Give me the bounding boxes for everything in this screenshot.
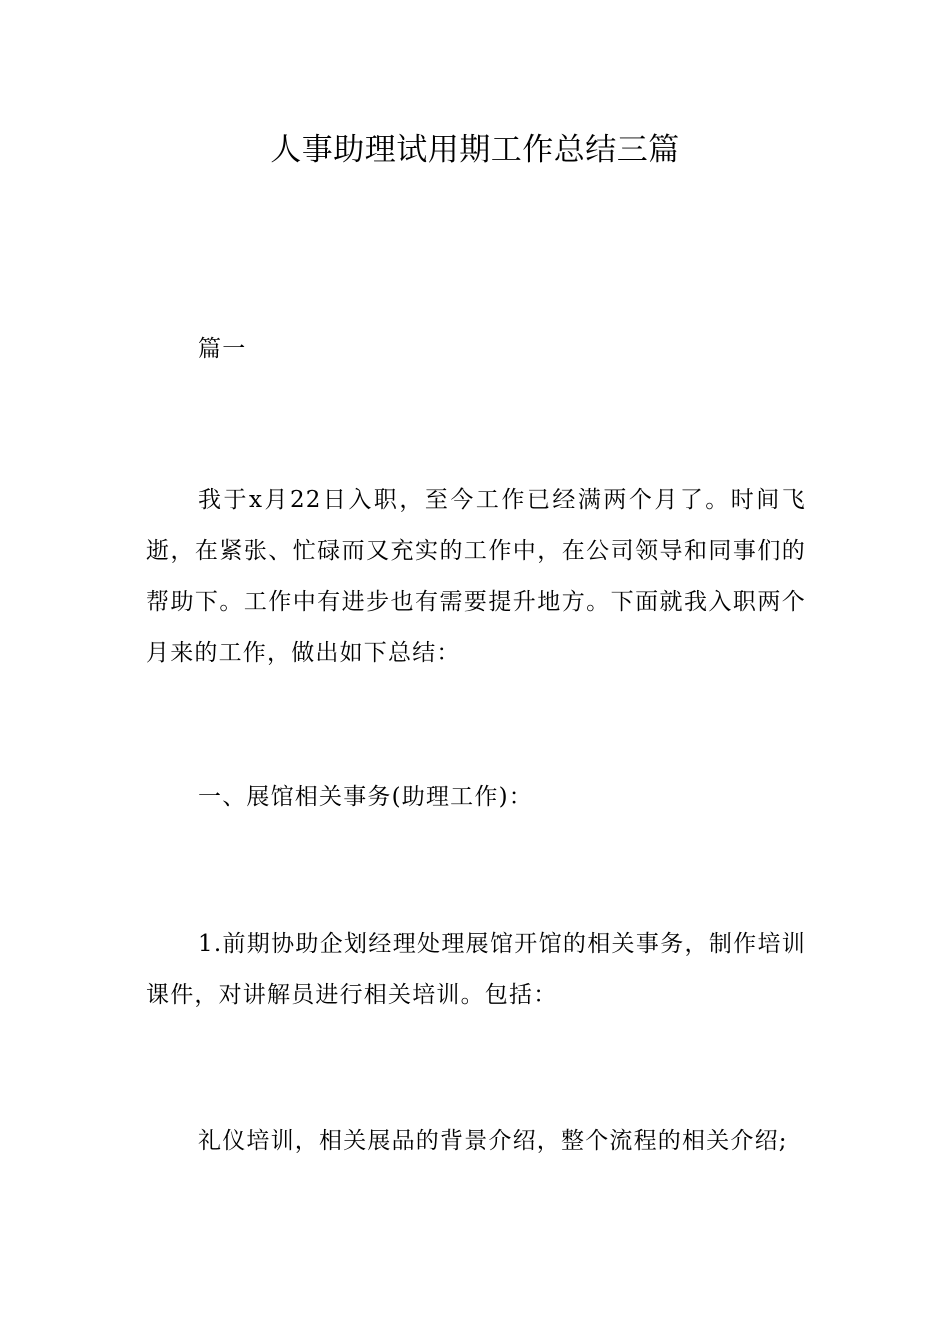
training-content-paragraph: 礼仪培训，相关展品的背景介绍，整个流程的相关介绍;	[198, 1128, 788, 1154]
intro-paragraph: 我于x月22日入职，至今工作已经满两个月了。时间飞逝，在紧张、忙碌而又充实的工作中，在公司领导和同事们的帮助下。工作中有进步也有需要提升地方。下面就我入职两个月来的工作，做出如下总结：	[146, 487, 806, 666]
section-heading: 一、展馆相关事务(助理工作)：	[198, 784, 533, 810]
part-heading: 篇一	[198, 336, 247, 362]
document-title: 人事助理试用期工作总结三篇	[270, 132, 680, 168]
list-item-paragraph: 1.前期协助企划经理处理展馆开馆的相关事务，制作培训课件，对讲解员进行相关培训。包括：	[146, 931, 806, 1008]
